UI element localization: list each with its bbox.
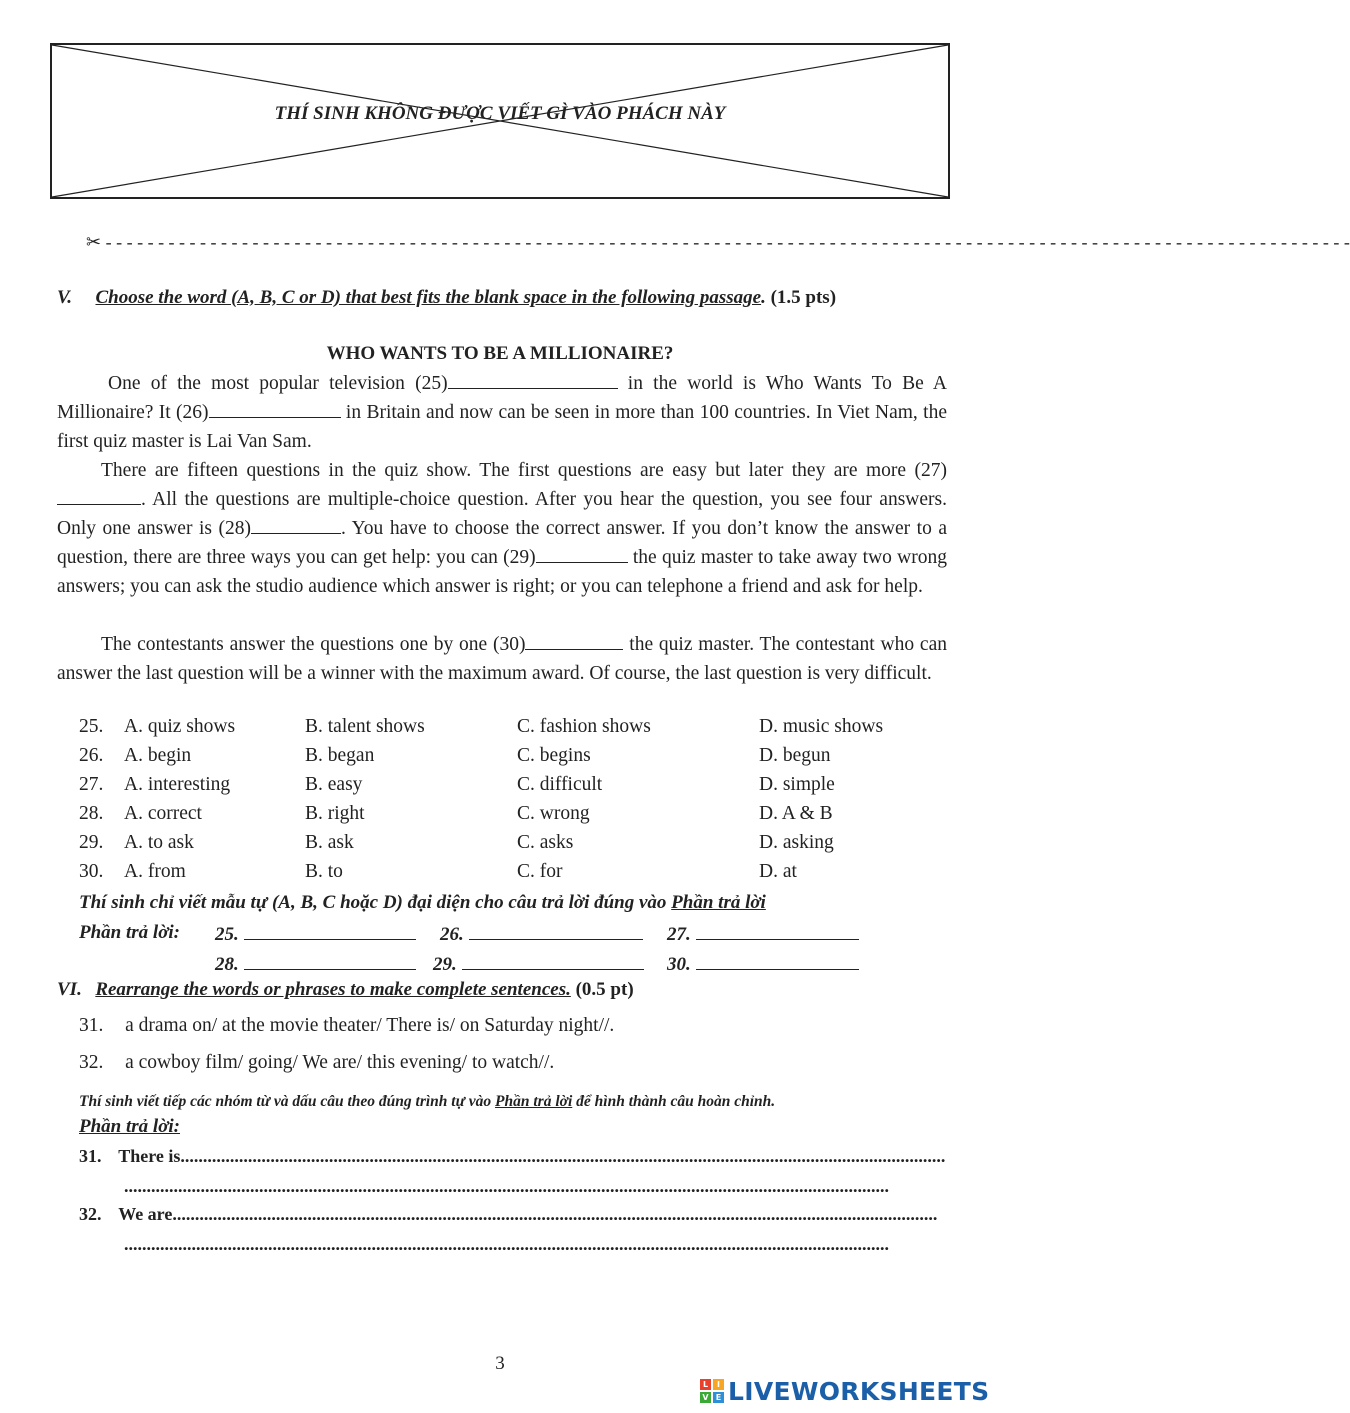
- option-a: A. quiz shows: [124, 716, 236, 737]
- answer-number: 30.: [667, 954, 691, 975]
- passage-paragraph-2: [57, 456, 947, 601]
- logo-text: LIVEWORKSHEETS: [728, 1376, 990, 1406]
- p2-text-b: . All the questions are multiple-choice question. After you hear the question, you see four answers. Only one answer is (28): [57, 489, 947, 539]
- p1-text-c: in Britain and now can be seen in more than 100 countries. In Viet Nam, the first quiz master is Lai Van Sam.: [57, 402, 947, 452]
- option-number: 28.: [79, 803, 104, 824]
- dotted-line: ..........................................................................................................................................................................: [124, 1176, 889, 1196]
- answer-number: 26.: [440, 924, 464, 945]
- logo-block: E: [713, 1392, 724, 1403]
- answer-number: 25.: [215, 924, 239, 945]
- section6-heading: [57, 979, 634, 1001]
- answer-number: 29.: [433, 954, 457, 975]
- passage-paragraph-3: [57, 630, 947, 688]
- answer-number: 28.: [215, 954, 239, 975]
- option-b: B. talent shows: [305, 716, 425, 737]
- blank-25[interactable]: [448, 370, 618, 389]
- option-a: A. from: [124, 861, 186, 882]
- answer-label: Phần trả lời:: [79, 922, 180, 943]
- passage-paragraph-1: [57, 369, 947, 456]
- logo-block: I: [713, 1379, 724, 1390]
- answer-32-start: We are: [118, 1204, 173, 1224]
- option-d: D. begun: [759, 745, 831, 766]
- header-box-label: THÍ SINH KHÔNG ĐƯỢC VIẾT GÌ VÀO PHÁCH NÀY: [274, 103, 726, 124]
- option-b: B. ask: [305, 832, 354, 853]
- option-d: D. A & B: [759, 803, 833, 824]
- option-c: C. difficult: [517, 774, 603, 795]
- option-c: C. wrong: [517, 803, 590, 824]
- section6-instruction: Rearrange the words or phrases to make complete sentences.: [95, 979, 571, 1000]
- answer-31-start: There is: [118, 1146, 181, 1166]
- dotted-line: ..........................................................................................................................................................................: [124, 1234, 889, 1254]
- blank-27[interactable]: [57, 486, 141, 505]
- instruction2-text-a: Thí sinh viết tiếp các nhóm từ và dấu câu theo đúng trình tự vào: [79, 1093, 496, 1110]
- p1-text-b: in the world is Who Wants To Be A Millionaire? It (26): [57, 373, 948, 423]
- instruction2-underlined: Phần trả lời: [495, 1093, 573, 1110]
- dotted-line: ..........................................................................................................................................................................: [180, 1146, 946, 1166]
- answer-31-line-1[interactable]: [79, 1146, 946, 1167]
- answer-line-27[interactable]: [696, 922, 859, 940]
- option-c: C. for: [517, 861, 563, 882]
- section5-instruction: Choose the word (A, B, C or D) that best fits the blank space in the following passage: [95, 287, 762, 308]
- option-d: D. music shows: [759, 716, 884, 737]
- rearrange-item-32: [79, 1052, 554, 1074]
- section6-number: VI.: [57, 979, 82, 1000]
- option-b: B. easy: [305, 774, 363, 795]
- option-a: A. interesting: [124, 774, 231, 795]
- option-c: C. fashion shows: [517, 716, 651, 737]
- p1-text-a: One of the most popular television (25): [108, 373, 448, 394]
- section5-period: .: [761, 287, 766, 308]
- answer-32-number: 32.: [79, 1204, 102, 1224]
- answer-instruction-text: Thí sinh chỉ viết mẫu tự (A, B, C hoặc D) đại diện cho câu trả lời đúng vào: [79, 892, 672, 913]
- cut-line: [86, 232, 1350, 253]
- answer-27: [667, 922, 859, 946]
- page-number: 3: [495, 1353, 505, 1374]
- logo-block: V: [700, 1392, 711, 1403]
- answer-number: 27.: [667, 924, 691, 945]
- item-text: a cowboy film/ going/ We are/ this evening/ to watch//.: [125, 1052, 555, 1073]
- option-number: 30.: [79, 861, 104, 882]
- option-c: C. begins: [517, 745, 591, 766]
- option-a: A. to ask: [124, 832, 194, 853]
- item-number: 31.: [79, 1015, 104, 1036]
- answer-line-30[interactable]: [696, 952, 859, 970]
- answer-28: [215, 952, 416, 976]
- p2-text-d: the quiz master to take away two wrong answers; you can ask the studio audience which answer is right; or you can telephone a friend and ask for help.: [57, 547, 947, 597]
- passage-title: WHO WANTS TO BE A MILLIONAIRE?: [326, 343, 674, 364]
- answer-32-line-2[interactable]: [124, 1234, 937, 1255]
- cut-dashes: - - - - - - - - - - - - - - - - - - - - - - - - - - - - - - - - - - - - - - - - - - - - - - - - - - - - - - - - - - - - - - - - - - - - - - - - - - - - - - - - - - - - - - - - - - - - - - - - - - - - - - - - - - - - - - - - - - - - - - -: [105, 232, 1350, 252]
- answer-31-line-2[interactable]: [124, 1176, 937, 1197]
- answer-29: [433, 952, 644, 976]
- blank-29[interactable]: [536, 544, 628, 563]
- p2-text-c: . You have to choose the correct answer. If you don’t know the answer to a question, there are three ways you can get help: you can (29): [57, 518, 948, 568]
- option-a: A. correct: [124, 803, 202, 824]
- option-a: A. begin: [124, 745, 192, 766]
- option-b: B. right: [305, 803, 365, 824]
- logo-block: L: [700, 1379, 711, 1390]
- p2-text-a: There are fifteen questions in the quiz show. The first questions are easy but later they are more (27): [101, 460, 947, 481]
- answer-30: [667, 952, 859, 976]
- section5-number: V.: [57, 287, 72, 308]
- answer-31-number: 31.: [79, 1146, 102, 1166]
- option-number: 29.: [79, 832, 104, 853]
- answer-line-25[interactable]: [244, 922, 416, 940]
- option-d: D. simple: [759, 774, 835, 795]
- logo-blocks-icon: [700, 1379, 724, 1403]
- answer-line-28[interactable]: [244, 952, 416, 970]
- p3-text-a: The contestants answer the questions one by one (30): [101, 634, 526, 655]
- instruction2-text-b: để hình thành câu hoàn chỉnh.: [572, 1093, 776, 1110]
- item-text: a drama on/ at the movie theater/ There is/ on Saturday night//.: [125, 1015, 615, 1036]
- rearrange-item-31: [79, 1015, 614, 1037]
- answer-26: [440, 922, 643, 946]
- answer-32-line-1[interactable]: [79, 1204, 937, 1225]
- option-c: C. asks: [517, 832, 574, 853]
- answer-25: [215, 922, 416, 946]
- header-box: [50, 43, 950, 199]
- option-d: D. at: [759, 861, 797, 882]
- section6-points: (0.5 pt): [575, 979, 634, 1000]
- scissors-icon: ✂: [86, 232, 102, 253]
- option-number: 27.: [79, 774, 104, 795]
- option-number: 26.: [79, 745, 104, 766]
- answer-line-26[interactable]: [469, 922, 643, 940]
- item-number: 32.: [79, 1052, 104, 1073]
- liveworksheets-logo[interactable]: [700, 1376, 989, 1406]
- section6-answer-label: Phần trả lời:: [79, 1116, 180, 1137]
- option-d: D. asking: [759, 832, 834, 853]
- section5-heading: [57, 287, 836, 309]
- blank-30[interactable]: [525, 631, 623, 650]
- option-number: 25.: [79, 716, 104, 737]
- section6-answer-instruction: [79, 1093, 775, 1111]
- p3-text-b: the quiz master. The contestant who can answer the last question will be a winner with the maximum award. Of course, the last question is very difficult.: [57, 634, 947, 684]
- answer-instruction-underlined: Phần trả lời: [671, 892, 766, 913]
- dotted-line: ..........................................................................................................................................................................: [172, 1204, 938, 1224]
- section5-points: (1.5 pts): [770, 287, 837, 308]
- option-b: B. to: [305, 861, 343, 882]
- blank-26[interactable]: [209, 399, 341, 418]
- answer-line-29[interactable]: [462, 952, 644, 970]
- answer-instruction: [79, 892, 766, 914]
- option-b: B. began: [305, 745, 375, 766]
- blank-28[interactable]: [251, 515, 341, 534]
